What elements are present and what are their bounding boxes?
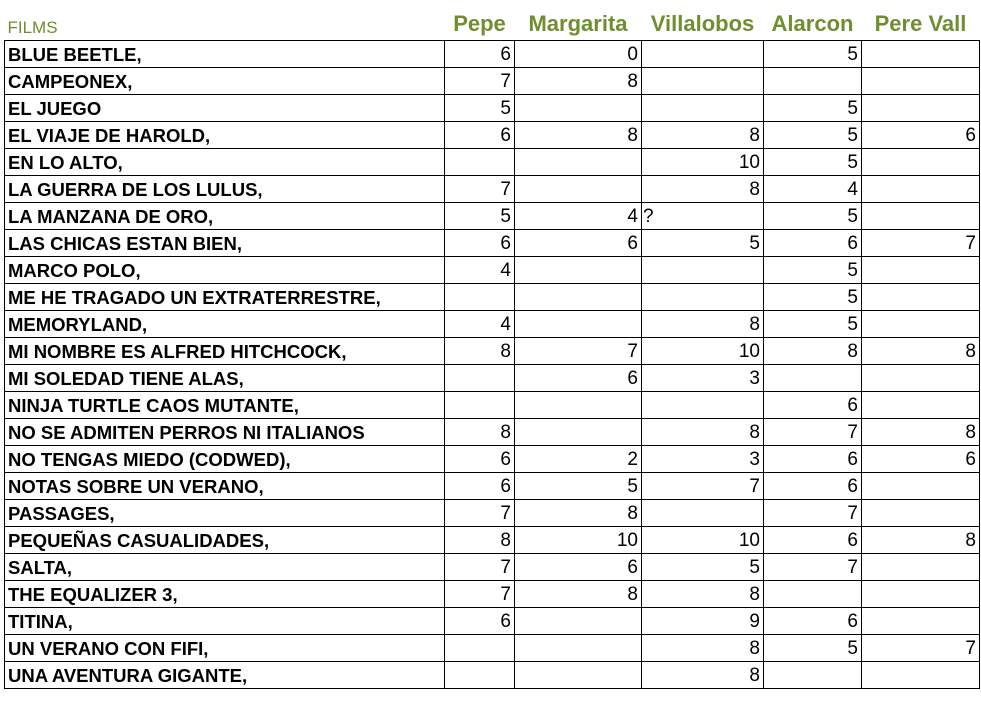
score-value: 8 <box>749 178 760 200</box>
score-value: 5 <box>847 205 858 227</box>
score-cell-alarcon[interactable] <box>764 310 862 337</box>
score-cell-villalobos[interactable] <box>642 418 764 445</box>
score-value: 7 <box>965 637 976 659</box>
score-cell-villalobos[interactable] <box>642 445 764 472</box>
score-cell-pere-vall[interactable] <box>862 472 980 499</box>
score-cell-margarita[interactable] <box>515 121 642 148</box>
film-title-cell[interactable]: UNA AVENTURA GIGANTE, <box>5 661 445 688</box>
score-value: 6 <box>627 232 638 254</box>
score-cell-pere-vall[interactable] <box>862 283 980 310</box>
table-row <box>5 175 980 202</box>
table-row <box>5 94 980 121</box>
score-value: 8 <box>500 529 511 551</box>
score-cell-pere-vall[interactable] <box>862 445 980 472</box>
score-value: 7 <box>500 178 511 200</box>
score-cell-margarita[interactable] <box>515 283 642 310</box>
score-value: 3 <box>749 448 760 470</box>
score-value: 6 <box>500 610 511 632</box>
table-row <box>5 418 980 445</box>
score-value: 6 <box>965 448 976 470</box>
score-value: 5 <box>749 556 760 578</box>
score-value: 6 <box>847 529 858 551</box>
film-title-cell[interactable]: UN VERANO CON FIFI, <box>5 634 445 661</box>
film-title-cell[interactable]: EN LO ALTO, <box>5 148 445 175</box>
score-cell-pepe[interactable] <box>445 472 515 499</box>
film-title-cell[interactable]: MARCO POLO, <box>5 256 445 283</box>
score-cell-margarita[interactable] <box>515 337 642 364</box>
score-value: 5 <box>847 637 858 659</box>
score-cell-margarita[interactable] <box>515 499 642 526</box>
score-cell-villalobos[interactable] <box>642 472 764 499</box>
score-value: 7 <box>847 502 858 524</box>
score-cell-villalobos[interactable] <box>642 661 764 688</box>
table-row <box>5 67 980 94</box>
score-cell-margarita[interactable] <box>515 175 642 202</box>
score-cell-pere-vall[interactable] <box>862 175 980 202</box>
score-value: 8 <box>500 340 511 362</box>
table-row <box>5 661 980 688</box>
film-title-cell[interactable]: EL VIAJE DE HAROLD, <box>5 121 445 148</box>
score-cell-alarcon[interactable] <box>764 607 862 634</box>
film-title-cell[interactable]: BLUE BEETLE, <box>5 40 445 67</box>
score-cell-pepe[interactable] <box>445 634 515 661</box>
score-value: 5 <box>847 151 858 173</box>
score-cell-alarcon[interactable] <box>764 661 862 688</box>
score-value: 7 <box>847 556 858 578</box>
score-cell-alarcon[interactable] <box>764 202 862 229</box>
score-value: 6 <box>847 394 858 416</box>
score-value: 4 <box>627 205 638 227</box>
score-value: 8 <box>965 421 976 443</box>
score-cell-villalobos[interactable] <box>642 607 764 634</box>
score-cell-pere-vall[interactable] <box>862 418 980 445</box>
score-value: 6 <box>500 124 511 146</box>
table-row <box>5 121 980 148</box>
score-cell-alarcon[interactable] <box>764 283 862 310</box>
column-header-villalobos[interactable]: Villalobos <box>642 0 764 40</box>
score-value: 8 <box>749 583 760 605</box>
table-row <box>5 256 980 283</box>
score-value: 5 <box>847 124 858 146</box>
score-cell-pepe[interactable] <box>445 148 515 175</box>
score-cell-villalobos[interactable] <box>642 229 764 256</box>
score-cell-villalobos[interactable] <box>642 499 764 526</box>
score-value: 6 <box>847 448 858 470</box>
ratings-table <box>4 0 980 689</box>
score-value: 6 <box>500 43 511 65</box>
score-value: 5 <box>847 97 858 119</box>
score-cell-alarcon[interactable] <box>764 472 862 499</box>
table-row <box>5 607 980 634</box>
score-cell-margarita[interactable] <box>515 229 642 256</box>
score-value: 6 <box>847 475 858 497</box>
score-cell-villalobos[interactable] <box>642 67 764 94</box>
table-row <box>5 283 980 310</box>
score-value: 7 <box>749 475 760 497</box>
film-title-cell[interactable]: NINJA TURTLE CAOS MUTANTE, <box>5 391 445 418</box>
film-title-cell[interactable]: NO SE ADMITEN PERROS NI ITALIANOS <box>5 418 445 445</box>
score-value: 8 <box>749 664 760 686</box>
score-value: 5 <box>627 475 638 497</box>
score-cell-alarcon[interactable] <box>764 391 862 418</box>
column-header-films[interactable]: FILMS <box>5 0 445 40</box>
film-title-cell[interactable]: MEMORYLAND, <box>5 310 445 337</box>
score-cell-pepe[interactable] <box>445 526 515 553</box>
score-cell-margarita[interactable] <box>515 472 642 499</box>
score-value: 4 <box>500 313 511 335</box>
column-header-alarcon[interactable]: Alarcon <box>764 0 862 40</box>
film-title-cell[interactable]: EL JUEGO <box>5 94 445 121</box>
score-cell-alarcon[interactable] <box>764 40 862 67</box>
score-cell-pere-vall[interactable] <box>862 202 980 229</box>
score-value: 6 <box>627 367 638 389</box>
score-cell-pepe[interactable] <box>445 121 515 148</box>
score-value: 5 <box>847 313 858 335</box>
score-cell-pepe[interactable] <box>445 580 515 607</box>
table-row <box>5 499 980 526</box>
score-cell-villalobos[interactable] <box>642 553 764 580</box>
table-row <box>5 364 980 391</box>
score-value: 7 <box>500 70 511 92</box>
film-title-cell[interactable]: SALTA, <box>5 553 445 580</box>
score-cell-pepe[interactable] <box>445 499 515 526</box>
score-cell-pepe[interactable] <box>445 202 515 229</box>
table-row <box>5 229 980 256</box>
score-cell-pepe[interactable] <box>445 256 515 283</box>
score-cell-pere-vall[interactable] <box>862 67 980 94</box>
score-value: 8 <box>500 421 511 443</box>
score-cell-pere-vall[interactable] <box>862 148 980 175</box>
score-cell-villalobos[interactable] <box>642 634 764 661</box>
score-cell-alarcon[interactable] <box>764 256 862 283</box>
score-value: 8 <box>965 340 976 362</box>
score-cell-pere-vall[interactable] <box>862 229 980 256</box>
score-cell-villalobos[interactable] <box>642 202 764 229</box>
score-cell-villalobos[interactable] <box>642 283 764 310</box>
score-cell-alarcon[interactable] <box>764 445 862 472</box>
score-cell-margarita[interactable] <box>515 256 642 283</box>
score-value: 8 <box>749 421 760 443</box>
score-cell-margarita[interactable] <box>515 40 642 67</box>
score-cell-alarcon[interactable] <box>764 499 862 526</box>
score-cell-pere-vall[interactable] <box>862 94 980 121</box>
score-cell-pere-vall[interactable] <box>862 634 980 661</box>
score-cell-villalobos[interactable] <box>642 364 764 391</box>
score-cell-margarita[interactable]: 4 ? <box>515 202 642 229</box>
score-cell-pepe[interactable] <box>445 553 515 580</box>
score-cell-villalobos[interactable] <box>642 337 764 364</box>
score-cell-margarita[interactable] <box>515 418 642 445</box>
film-title-cell[interactable]: THE EQUALIZER 3, <box>5 580 445 607</box>
table-row <box>5 634 980 661</box>
score-value: 6 <box>500 448 511 470</box>
table-body <box>5 40 980 688</box>
score-cell-pepe[interactable] <box>445 445 515 472</box>
score-cell-alarcon[interactable] <box>764 121 862 148</box>
score-cell-margarita[interactable] <box>515 553 642 580</box>
score-cell-pere-vall[interactable] <box>862 553 980 580</box>
table-row <box>5 310 980 337</box>
score-value: 2 <box>627 448 638 470</box>
score-value: 4 <box>847 178 858 200</box>
table-row <box>5 202 980 229</box>
table-row <box>5 40 980 67</box>
score-cell-alarcon[interactable] <box>764 94 862 121</box>
score-value: 7 <box>500 502 511 524</box>
score-value: 3 <box>749 367 760 389</box>
score-value: 7 <box>500 556 511 578</box>
column-header-pere-vall[interactable]: Pere Vall <box>862 0 980 40</box>
score-value: 8 <box>847 340 858 362</box>
score-value: 5 <box>500 205 511 227</box>
score-value: 7 <box>627 340 638 362</box>
score-cell-villalobos[interactable] <box>642 175 764 202</box>
score-cell-margarita[interactable] <box>515 148 642 175</box>
score-cell-alarcon[interactable] <box>764 634 862 661</box>
film-title-cell[interactable]: NO TENGAS MIEDO (CODWED), <box>5 445 445 472</box>
score-value: 0 <box>627 43 638 65</box>
score-cell-pere-vall[interactable] <box>862 40 980 67</box>
score-value: 9 <box>749 610 760 632</box>
score-cell-alarcon[interactable] <box>764 526 862 553</box>
score-cell-pepe[interactable] <box>445 391 515 418</box>
score-value: 8 <box>627 124 638 146</box>
film-title-cell[interactable]: LAS CHICAS ESTAN BIEN, <box>5 229 445 256</box>
score-cell-alarcon[interactable] <box>764 337 862 364</box>
score-cell-alarcon[interactable] <box>764 67 862 94</box>
score-cell-pere-vall[interactable] <box>862 580 980 607</box>
score-cell-alarcon[interactable] <box>764 553 862 580</box>
film-title-cell[interactable]: MI NOMBRE ES ALFRED HITCHCOCK, <box>5 337 445 364</box>
score-value: 8 <box>627 70 638 92</box>
score-value: 6 <box>847 610 858 632</box>
score-value: 8 <box>627 583 638 605</box>
score-cell-pepe[interactable] <box>445 40 515 67</box>
score-cell-margarita[interactable] <box>515 661 642 688</box>
score-value: 8 <box>965 529 976 551</box>
header-row <box>5 0 980 40</box>
score-cell-pere-vall[interactable] <box>862 661 980 688</box>
score-cell-villalobos[interactable] <box>642 121 764 148</box>
film-title-cell[interactable]: ME HE TRAGADO UN EXTRATERRESTRE, <box>5 283 445 310</box>
column-header-pepe[interactable]: Pepe <box>445 0 515 40</box>
film-title-cell[interactable]: PASSAGES, <box>5 499 445 526</box>
score-cell-pepe[interactable] <box>445 67 515 94</box>
score-cell-pepe[interactable] <box>445 94 515 121</box>
score-value: 10 <box>616 529 638 551</box>
score-cell-pepe[interactable] <box>445 337 515 364</box>
score-cell-villalobos[interactable] <box>642 580 764 607</box>
score-value: 10 <box>738 529 760 551</box>
score-cell-margarita[interactable] <box>515 364 642 391</box>
film-title-cell[interactable]: MI SOLEDAD TIENE ALAS, <box>5 364 445 391</box>
score-cell-alarcon[interactable] <box>764 175 862 202</box>
column-header-margarita[interactable]: Margarita <box>515 0 642 40</box>
score-cell-alarcon[interactable] <box>764 580 862 607</box>
score-cell-margarita[interactable] <box>515 67 642 94</box>
score-value: 5 <box>500 97 511 119</box>
table-row <box>5 148 980 175</box>
score-cell-villalobos[interactable] <box>642 391 764 418</box>
score-value: 4 <box>500 259 511 281</box>
score-cell-pere-vall[interactable] <box>862 499 980 526</box>
film-title-cell[interactable]: NOTAS SOBRE UN VERANO, <box>5 472 445 499</box>
score-value: 5 <box>847 43 858 65</box>
score-cell-villalobos[interactable] <box>642 526 764 553</box>
score-cell-pere-vall[interactable] <box>862 121 980 148</box>
score-cell-alarcon[interactable] <box>764 364 862 391</box>
score-cell-margarita[interactable] <box>515 94 642 121</box>
score-value: 7 <box>847 421 858 443</box>
film-title-cell[interactable]: TITINA, <box>5 607 445 634</box>
film-title-cell[interactable]: CAMPEONEX, <box>5 67 445 94</box>
score-cell-villalobos[interactable] <box>642 310 764 337</box>
score-cell-villalobos[interactable] <box>642 256 764 283</box>
score-cell-margarita[interactable] <box>515 607 642 634</box>
score-cell-pere-vall[interactable] <box>862 364 980 391</box>
score-cell-pepe[interactable] <box>445 607 515 634</box>
table-row <box>5 445 980 472</box>
score-value: 8 <box>749 637 760 659</box>
film-title-cell[interactable]: LA GUERRA DE LOS LULUS, <box>5 175 445 202</box>
score-cell-pere-vall[interactable] <box>862 607 980 634</box>
score-value: 7 <box>965 232 976 254</box>
score-value: 6 <box>627 556 638 578</box>
score-cell-margarita[interactable] <box>515 580 642 607</box>
score-value: 7 <box>500 583 511 605</box>
score-cell-pere-vall[interactable] <box>862 256 980 283</box>
table-row <box>5 337 980 364</box>
table-row <box>5 553 980 580</box>
film-title-cell[interactable]: LA MANZANA DE ORO, <box>5 202 445 229</box>
score-value: 5 <box>847 259 858 281</box>
score-cell-margarita[interactable] <box>515 391 642 418</box>
score-cell-alarcon[interactable] <box>764 418 862 445</box>
score-cell-margarita[interactable] <box>515 526 642 553</box>
score-cell-alarcon[interactable] <box>764 148 862 175</box>
score-value: 6 <box>500 475 511 497</box>
score-cell-pepe[interactable] <box>445 310 515 337</box>
score-cell-pepe[interactable] <box>445 229 515 256</box>
score-cell-pere-vall[interactable] <box>862 310 980 337</box>
score-value: 6 <box>500 232 511 254</box>
score-cell-alarcon[interactable] <box>764 229 862 256</box>
score-value: 6 <box>965 124 976 146</box>
score-cell-margarita[interactable] <box>515 634 642 661</box>
score-cell-pepe[interactable] <box>445 661 515 688</box>
score-cell-pere-vall[interactable] <box>862 526 980 553</box>
score-value: 10 <box>738 151 760 173</box>
score-cell-pepe[interactable] <box>445 175 515 202</box>
score-cell-pepe[interactable] <box>445 364 515 391</box>
score-value: 10 <box>738 340 760 362</box>
table-row <box>5 580 980 607</box>
score-cell-pepe[interactable] <box>445 283 515 310</box>
table-row <box>5 391 980 418</box>
score-value: 5 <box>749 232 760 254</box>
table-row <box>5 526 980 553</box>
score-value: 8 <box>749 313 760 335</box>
film-title-cell[interactable]: PEQUEÑAS CASUALIDADES, <box>5 526 445 553</box>
score-cell-margarita[interactable] <box>515 445 642 472</box>
table-row <box>5 472 980 499</box>
score-cell-pepe[interactable] <box>445 418 515 445</box>
score-value: 5 <box>847 286 858 308</box>
score-cell-pere-vall[interactable] <box>862 391 980 418</box>
score-cell-pere-vall[interactable] <box>862 337 980 364</box>
score-cell-villalobos[interactable] <box>642 94 764 121</box>
score-cell-margarita[interactable] <box>515 310 642 337</box>
score-value: 6 <box>847 232 858 254</box>
score-cell-villalobos[interactable] <box>642 148 764 175</box>
score-value: 8 <box>749 124 760 146</box>
score-cell-villalobos[interactable] <box>642 40 764 67</box>
score-value: 8 <box>627 502 638 524</box>
